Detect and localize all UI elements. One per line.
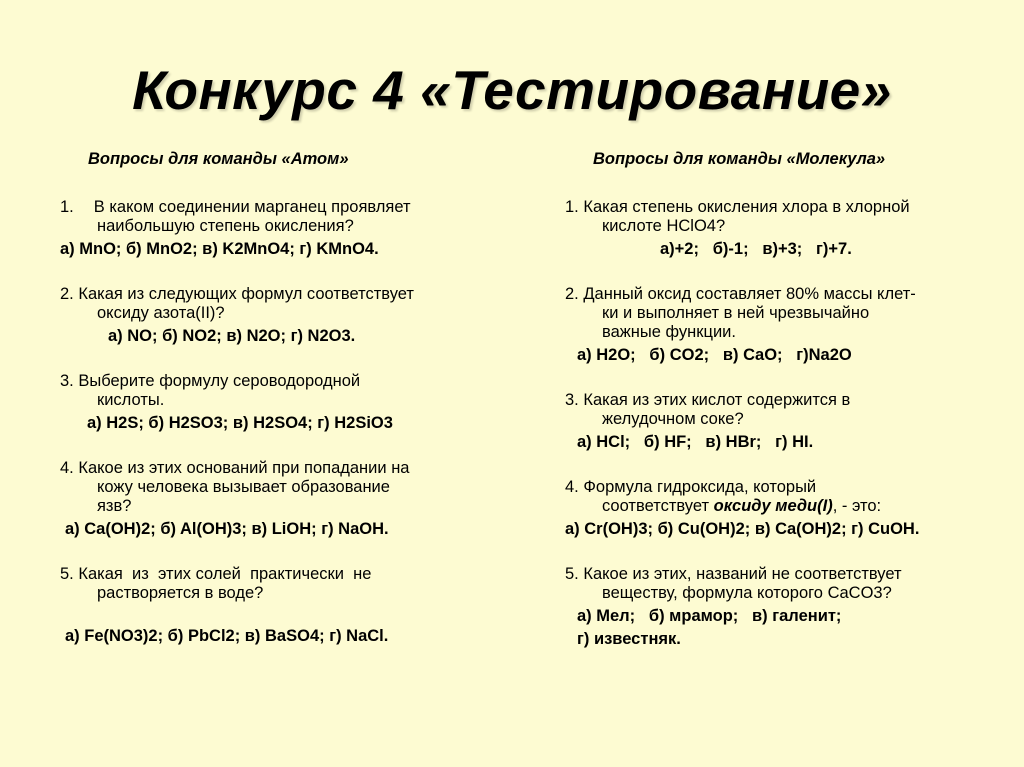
- right-question-4: [565, 478, 1015, 539]
- slide-title: Конкурс 4 «Тестирование»: [132, 59, 892, 121]
- answer-options: г) известняк.: [577, 630, 681, 648]
- answer-options: а) H2O; б) CO2; в) CaO; г)Na2O: [577, 346, 852, 364]
- question-text: 1. Какая степень окисления хлора в хлорной: [565, 198, 910, 216]
- answer-options: а) NO; б) NO2; в) N2O; г) N2O3.: [108, 327, 356, 345]
- question-text: 3. Выберите формулу сероводородной: [60, 372, 361, 390]
- answer-options: а) Ca(OH)2; б) Al(OH)3; в) LiOH; г) NaOH.: [65, 520, 389, 538]
- left-column: [60, 150, 510, 646]
- question-text: 2. Какая из следующих формул соответствует: [60, 285, 414, 303]
- question-text: важные функции.: [602, 323, 736, 341]
- answer-options: а) Fe(NO3)2; б) PbCl2; в) BaSO4; г) NaCl.: [65, 627, 389, 645]
- question-text: кислоты.: [97, 391, 165, 409]
- question-text: соответствует оксиду меди(I), - это:: [602, 497, 882, 515]
- question-text: 1. В каком соединении марганец проявляет: [60, 198, 411, 216]
- question-text: наибольшую степень окисления?: [97, 217, 354, 235]
- left-question-1: [60, 198, 510, 259]
- right-column: [565, 150, 1015, 649]
- answer-options: а) HCl; б) HF; в) HBr; г) HI.: [577, 433, 814, 451]
- question-text: кислоте HClO4?: [602, 217, 726, 235]
- right-column-header: Вопросы для команды «Молекула»: [593, 150, 886, 168]
- right-question-3: [565, 391, 1015, 452]
- question-text: ки и выполняет в ней чрезвычайно: [602, 304, 870, 322]
- question-text: оксиду азота(II)?: [97, 304, 225, 322]
- question-text: 4. Формула гидроксида, который: [565, 478, 817, 496]
- right-question-2: [565, 285, 1015, 365]
- question-text: 4. Какое из этих оснований при попадании на: [60, 459, 410, 477]
- answer-options: а) H2S; б) H2SO3; в) H2SO4; г) H2SiO3: [87, 414, 393, 432]
- answer-options: а)+2; б)-1; в)+3; г)+7.: [660, 240, 852, 258]
- left-question-4: [60, 459, 510, 539]
- question-text: кожу человека вызывает образование: [97, 478, 390, 496]
- left-question-3: [60, 372, 510, 433]
- question-text: растворяется в воде?: [97, 584, 264, 602]
- answer-options: а) MnO; б) MnO2; в) K2MnO4; г) KMnO4.: [60, 240, 379, 258]
- question-text: 2. Данный оксид составляет 80% массы клет-: [565, 285, 916, 303]
- question-text: желудочном соке?: [602, 410, 744, 428]
- left-column-header: Вопросы для команды «Атом»: [88, 150, 349, 168]
- question-text: 5. Какое из этих, названий не соответствует: [565, 565, 902, 583]
- left-question-2: [60, 285, 510, 346]
- question-text: 5. Какая из этих солей практически не: [60, 565, 372, 583]
- question-text: 3. Какая из этих кислот содержится в: [565, 391, 851, 409]
- question-text: язв?: [97, 497, 132, 515]
- right-question-5: [565, 565, 1015, 649]
- answer-options: а) Cr(OH)3; б) Cu(OH)2; в) Ca(OH)2; г) CuOH.: [565, 520, 920, 538]
- question-text: веществу, формула которого CaCO3?: [602, 584, 892, 602]
- right-question-1: [565, 198, 1015, 259]
- answer-options: а) Мел; б) мрамор; в) галенит;: [577, 607, 842, 625]
- left-question-5: [60, 565, 510, 646]
